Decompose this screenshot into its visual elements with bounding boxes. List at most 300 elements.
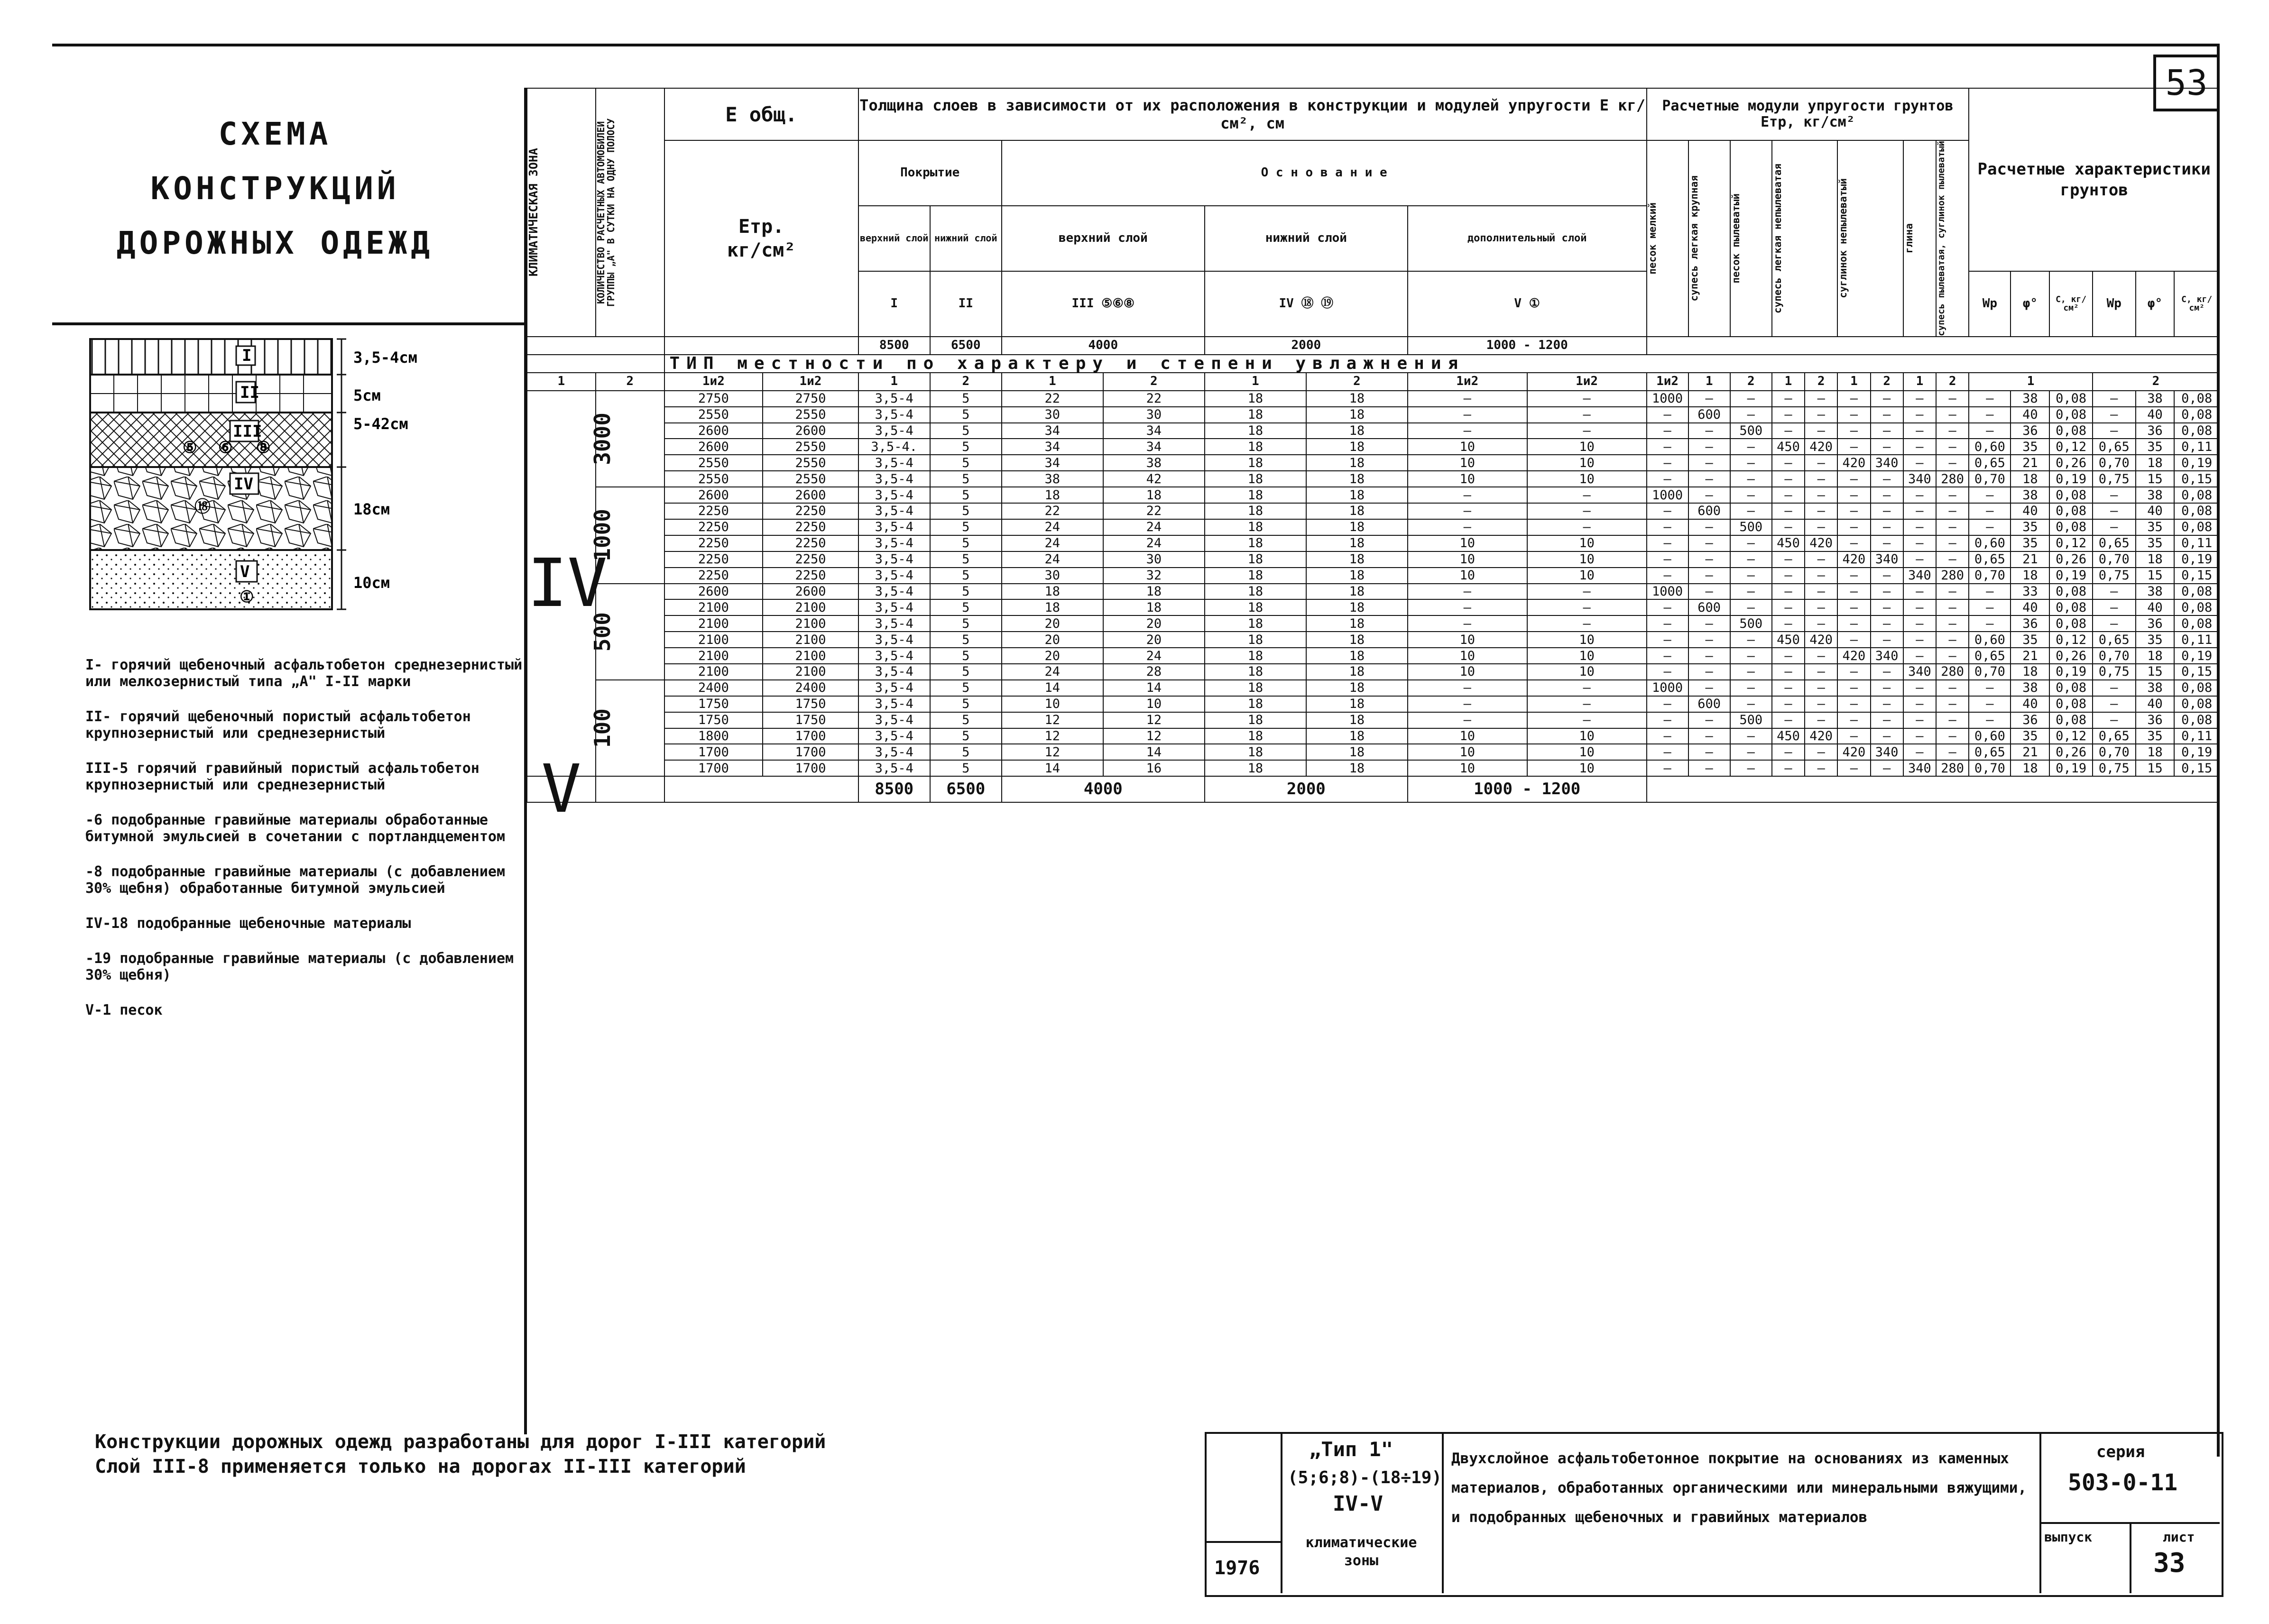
- note-line: Конструкции дорожных одежд разработаны для дорог I-III категорий: [95, 1431, 826, 1453]
- table-cell: —: [1936, 487, 1969, 503]
- table-cell: 18: [1306, 664, 1408, 680]
- table-cell: 1700: [763, 760, 858, 776]
- table-cell: 20: [1103, 632, 1205, 648]
- table-cell: 3,5-4: [858, 519, 930, 535]
- table-cell: 0,08: [2049, 680, 2093, 696]
- soil-type-5: суглинок непылеватый: [1837, 140, 1903, 337]
- table-cell: 0,65: [1969, 551, 2011, 568]
- legend-item: -6 подобранные гравийные материалы обработанные битумной эмульсией в сочетании с портландцементом: [85, 812, 506, 845]
- zone-v-modulus: 2000: [1205, 776, 1408, 802]
- table-cell: 420: [1837, 648, 1870, 664]
- table-cell: —: [1871, 503, 1903, 519]
- layer-thickness-1: 3,5-4см: [353, 349, 417, 367]
- table-cell: —: [1903, 648, 1936, 664]
- table-cell: 10: [1408, 728, 1527, 744]
- table-cell: 42: [1103, 471, 1205, 487]
- layer-mark-6: ⑥: [218, 438, 233, 457]
- table-cell: 38: [2136, 487, 2175, 503]
- type-row-spacer: [527, 355, 664, 373]
- table-cell: —: [1688, 664, 1730, 680]
- table-cell: 2250: [664, 568, 763, 584]
- table-cell: 18: [1205, 696, 1306, 712]
- table-cell: 36: [2136, 615, 2175, 632]
- table-cell: —: [1527, 584, 1647, 600]
- table-cell: —: [1903, 423, 1936, 439]
- table-cell: —: [1837, 503, 1870, 519]
- table-cell: 2100: [763, 632, 858, 648]
- table-cell: 24: [1002, 535, 1103, 551]
- table-cell: 3,5-4: [858, 760, 930, 776]
- table-cell: 18: [1205, 728, 1306, 744]
- table-cell: —: [1527, 503, 1647, 519]
- sub-col-15: 1: [1772, 373, 1805, 391]
- table-cell: —: [1837, 584, 1870, 600]
- table-cell: —: [1772, 471, 1805, 487]
- table-cell: 18: [1306, 648, 1408, 664]
- table-cell: 0,12: [2049, 439, 2093, 455]
- table-cell: 10: [1103, 696, 1205, 712]
- table-cell: 0,60: [1969, 535, 2011, 551]
- table-cell: 5: [930, 744, 1002, 760]
- table-cell: 3,5-4: [858, 615, 930, 632]
- table-cell: —: [1871, 696, 1903, 712]
- table-cell: 0,19: [2174, 551, 2219, 568]
- zone-v-rest: [1647, 776, 2219, 802]
- table-cell: 2100: [763, 664, 858, 680]
- table-cell: 22: [1002, 391, 1103, 407]
- table-cell: —: [1837, 615, 1870, 632]
- table-cell: —: [1871, 407, 1903, 423]
- table-cell: —: [1772, 423, 1805, 439]
- table-cell: 10: [1527, 471, 1647, 487]
- table-cell: —: [1969, 423, 2011, 439]
- zone-v-modulus: 1000 - 1200: [1408, 776, 1647, 802]
- table-cell: 0,08: [2174, 423, 2219, 439]
- table-cell: 36: [2011, 423, 2049, 439]
- schema-title: [85, 107, 465, 270]
- table-cell: 18: [1306, 599, 1408, 615]
- table-cell: 2550: [664, 407, 763, 423]
- table-cell: 0,70: [1969, 471, 2011, 487]
- table-cell: 2250: [664, 551, 763, 568]
- table-cell: 35: [2136, 519, 2175, 535]
- table-cell: —: [1730, 391, 1772, 407]
- table-cell: —: [1837, 391, 1870, 407]
- table-cell: 2600: [763, 584, 858, 600]
- table-cell: 500: [1730, 712, 1772, 728]
- table-cell: —: [1936, 391, 1969, 407]
- table-cell: —: [1772, 584, 1805, 600]
- table-cell: —: [1647, 599, 1688, 615]
- table-cell: —: [1730, 584, 1772, 600]
- table-cell: 280: [1936, 760, 1969, 776]
- table-cell: —: [1730, 568, 1772, 584]
- table-cell: —: [1772, 503, 1805, 519]
- table-cell: —: [1772, 551, 1805, 568]
- table-cell: 24: [1002, 664, 1103, 680]
- table-cell: 5: [930, 519, 1002, 535]
- table-cell: 12: [1103, 728, 1205, 744]
- table-cell: —: [1871, 584, 1903, 600]
- table-cell: —: [1936, 615, 1969, 632]
- table-cell: 3,5-4: [858, 632, 930, 648]
- table-cell: 0,15: [2174, 664, 2219, 680]
- table-cell: 0,75: [2093, 471, 2136, 487]
- table-cell: 420: [1805, 728, 1837, 744]
- table-cell: —: [1688, 584, 1730, 600]
- layer-thickness-4: 18см: [353, 500, 390, 518]
- table-cell: —: [1772, 487, 1805, 503]
- table-cell: 40: [2136, 503, 2175, 519]
- table-cell: 1700: [664, 760, 763, 776]
- table-cell: —: [1936, 503, 1969, 519]
- table-cell: 2600: [763, 423, 858, 439]
- table-cell: 0,08: [2049, 696, 2093, 712]
- table-cell: 5: [930, 632, 1002, 648]
- table-cell: 3,5-4: [858, 503, 930, 519]
- table-cell: 0,65: [1969, 744, 2011, 760]
- table-cell: 38: [2011, 391, 2049, 407]
- char-col: С, кг/см²: [2049, 271, 2093, 337]
- table-cell: —: [1647, 519, 1688, 535]
- table-cell: 0,08: [2049, 599, 2093, 615]
- table-cell: 2600: [664, 439, 763, 455]
- table-cell: —: [1688, 535, 1730, 551]
- layer-diagram: [85, 334, 474, 614]
- table-row: [527, 599, 2219, 615]
- table-cell: 0,19: [2174, 744, 2219, 760]
- table-cell: —: [2093, 519, 2136, 535]
- table-row: [527, 455, 2219, 471]
- char-group-2: 2: [2093, 373, 2219, 391]
- table-cell: —: [1805, 471, 1837, 487]
- table-cell: —: [1647, 423, 1688, 439]
- modulus-e-cell: [664, 337, 858, 355]
- table-cell: —: [1969, 615, 2011, 632]
- table-cell: —: [1837, 423, 1870, 439]
- table-cell: 0,70: [2093, 551, 2136, 568]
- table-cell: 35: [2011, 632, 2049, 648]
- table-cell: —: [1688, 551, 1730, 568]
- table-cell: 5: [930, 407, 1002, 423]
- table-row: [527, 680, 2219, 696]
- layer-mark-18: ⑱: [194, 497, 211, 516]
- table-cell: 0,26: [2049, 455, 2093, 471]
- table-cell: 1000: [1647, 584, 1688, 600]
- table-cell: —: [1772, 455, 1805, 471]
- table-cell: —: [1903, 680, 1936, 696]
- table-cell: 3,5-4: [858, 744, 930, 760]
- table-cell: —: [1772, 696, 1805, 712]
- table-cell: 15: [2136, 471, 2175, 487]
- table-cell: 3,5-4: [858, 487, 930, 503]
- layer-modulus: 1000 - 1200: [1408, 337, 1647, 355]
- sub-col-17: 1: [1837, 373, 1870, 391]
- layer-modulus: 2000: [1205, 337, 1408, 355]
- zones: IV-V: [1333, 1492, 1383, 1516]
- formula: (5;6;8)-(18÷19): [1288, 1468, 1442, 1487]
- table-cell: 18: [1103, 599, 1205, 615]
- sub-col-20: 2: [1936, 373, 1969, 391]
- table-cell: 2100: [664, 648, 763, 664]
- table-cell: 420: [1805, 439, 1837, 455]
- sub-col-7: 2: [1103, 373, 1205, 391]
- table-cell: —: [1837, 696, 1870, 712]
- table-cell: 1000: [1647, 680, 1688, 696]
- traffic-cell: 100: [596, 680, 664, 776]
- table-row: [527, 648, 2219, 664]
- table-cell: 18: [1306, 439, 1408, 455]
- table-cell: 33: [2011, 584, 2049, 600]
- table-cell: 18: [1306, 680, 1408, 696]
- table-cell: 0,19: [2049, 760, 2093, 776]
- table-cell: 5: [930, 391, 1002, 407]
- sub-upper-layer: верхний слой: [858, 206, 930, 271]
- table-cell: —: [1730, 535, 1772, 551]
- table-cell: —: [1903, 391, 1936, 407]
- table-cell: —: [1688, 680, 1730, 696]
- table-cell: 18: [2011, 760, 2049, 776]
- table-cell: 10: [1527, 568, 1647, 584]
- table-cell: 0,08: [2174, 487, 2219, 503]
- table-cell: 3,5-4: [858, 455, 930, 471]
- table-cell: 0,08: [2174, 680, 2219, 696]
- table-cell: —: [1647, 407, 1688, 423]
- soil-char-header: Расчетные характеристики грунтов: [1969, 88, 2219, 271]
- table-cell: —: [1688, 632, 1730, 648]
- table-cell: 1000: [1647, 391, 1688, 407]
- layer-label-3: III: [233, 422, 262, 441]
- table-cell: 10: [1527, 439, 1647, 455]
- table-cell: —: [1936, 728, 1969, 744]
- table-cell: —: [1730, 599, 1772, 615]
- table-cell: 2550: [763, 471, 858, 487]
- table-cell: —: [1527, 680, 1647, 696]
- table-row: [527, 487, 2219, 503]
- traffic-cell: 1000: [596, 487, 664, 583]
- table-cell: 5: [930, 696, 1002, 712]
- table-cell: —: [1805, 568, 1837, 584]
- table-cell: —: [1903, 728, 1936, 744]
- table-cell: 2400: [763, 680, 858, 696]
- table-cell: —: [1688, 455, 1730, 471]
- traffic-column-header: КОЛИЧЕСТВО РАСЧЕТНЫХ АВТОМОБИЛЕЙ ГРУППЫ „А" В СУТКИ НА ОДНУ ПОЛОСУ: [596, 88, 664, 337]
- table-cell: 22: [1103, 503, 1205, 519]
- table-cell: —: [1903, 503, 1936, 519]
- table-cell: —: [1772, 599, 1805, 615]
- table-cell: 18: [1306, 407, 1408, 423]
- table-cell: 2750: [763, 391, 858, 407]
- table-cell: 35: [2011, 535, 2049, 551]
- table-cell: —: [1969, 503, 2011, 519]
- table-cell: —: [1688, 439, 1730, 455]
- soil-type-7: супесь пылеватая, суглинок пылеватый: [1936, 140, 1969, 337]
- table-cell: 3,5-4: [858, 680, 930, 696]
- table-cell: 0,65: [2093, 632, 2136, 648]
- table-cell: 38: [1103, 455, 1205, 471]
- table-cell: 18: [1205, 535, 1306, 551]
- table-cell: —: [1969, 584, 2011, 600]
- table-row: [527, 439, 2219, 455]
- table-cell: —: [1688, 471, 1730, 487]
- table-cell: —: [1647, 568, 1688, 584]
- table-cell: 450: [1772, 632, 1805, 648]
- table-cell: 18: [1306, 584, 1408, 600]
- table-cell: 14: [1103, 680, 1205, 696]
- table-cell: 35: [2136, 728, 2175, 744]
- table-cell: 2750: [664, 391, 763, 407]
- table-cell: —: [1647, 664, 1688, 680]
- table-cell: 0,70: [1969, 760, 2011, 776]
- table-cell: —: [1730, 680, 1772, 696]
- sub-col-14: 2: [1730, 373, 1772, 391]
- table-cell: 10: [1002, 696, 1103, 712]
- table-cell: 340: [1903, 568, 1936, 584]
- table-cell: —: [1527, 712, 1647, 728]
- table-cell: —: [1805, 648, 1837, 664]
- table-cell: —: [1730, 407, 1772, 423]
- table-cell: —: [2093, 584, 2136, 600]
- table-cell: —: [1408, 391, 1527, 407]
- table-cell: —: [1903, 551, 1936, 568]
- table-cell: 2100: [664, 599, 763, 615]
- table-cell: 280: [1936, 664, 1969, 680]
- sub-col-11: 1и2: [1527, 373, 1647, 391]
- type-label: „Тип 1": [1309, 1438, 1393, 1461]
- table-cell: 0,15: [2174, 760, 2219, 776]
- table-cell: 10: [1408, 744, 1527, 760]
- table-cell: 1000: [1647, 487, 1688, 503]
- table-cell: —: [1903, 407, 1936, 423]
- table-cell: —: [1772, 519, 1805, 535]
- table-cell: 340: [1871, 455, 1903, 471]
- table-cell: —: [1772, 391, 1805, 407]
- table-cell: —: [1871, 760, 1903, 776]
- table-cell: 500: [1730, 615, 1772, 632]
- table-cell: 35: [2011, 519, 2049, 535]
- table-cell: —: [1936, 599, 1969, 615]
- table-cell: —: [1772, 760, 1805, 776]
- table-cell: 0,70: [1969, 568, 2011, 584]
- table-cell: 18: [1306, 503, 1408, 519]
- table-cell: 3,5-4: [858, 391, 930, 407]
- table-cell: 35: [2136, 632, 2175, 648]
- coating-header: Покрытие: [858, 140, 1002, 206]
- table-cell: 10: [1527, 551, 1647, 568]
- table-cell: —: [1805, 599, 1837, 615]
- table-cell: —: [1527, 487, 1647, 503]
- table-cell: 12: [1103, 712, 1205, 728]
- table-cell: —: [1408, 712, 1527, 728]
- table-cell: 0,11: [2174, 535, 2219, 551]
- table-row: [527, 696, 2219, 712]
- char-col: Wр: [2093, 271, 2136, 337]
- table-cell: 30: [1103, 551, 1205, 568]
- table-cell: 3,5-4: [858, 648, 930, 664]
- table-cell: 36: [2136, 423, 2175, 439]
- table-cell: 24: [1103, 535, 1205, 551]
- table-cell: 28: [1103, 664, 1205, 680]
- table-cell: 30: [1103, 407, 1205, 423]
- table-cell: 18: [1002, 584, 1103, 600]
- table-cell: —: [1730, 728, 1772, 744]
- table-cell: 0,65: [1969, 455, 2011, 471]
- table-cell: 18: [1306, 568, 1408, 584]
- table-cell: 18: [1306, 696, 1408, 712]
- table-cell: 18: [1205, 487, 1306, 503]
- table-cell: 10: [1527, 760, 1647, 776]
- table-cell: 2100: [763, 648, 858, 664]
- table-cell: —: [1805, 391, 1837, 407]
- layer-id: II: [930, 271, 1002, 337]
- table-cell: 18: [1205, 551, 1306, 568]
- table-cell: —: [1805, 519, 1837, 535]
- table-cell: —: [1871, 728, 1903, 744]
- table-cell: —: [1871, 599, 1903, 615]
- table-cell: 2100: [664, 664, 763, 680]
- table-cell: 40: [2011, 599, 2049, 615]
- table-cell: 18: [1205, 423, 1306, 439]
- table-cell: 21: [2011, 744, 2049, 760]
- table-cell: 0,65: [2093, 439, 2136, 455]
- sub-col-9: 2: [1306, 373, 1408, 391]
- table-cell: 0,70: [2093, 455, 2136, 471]
- table-cell: 5: [930, 760, 1002, 776]
- table-cell: —: [1647, 728, 1688, 744]
- table-cell: 420: [1837, 744, 1870, 760]
- table-cell: 600: [1688, 599, 1730, 615]
- frame-top-rule: [52, 44, 2220, 46]
- schema-title-line-1: СХЕМА: [218, 116, 332, 152]
- table-cell: 18: [1306, 632, 1408, 648]
- table-cell: 18: [2136, 551, 2175, 568]
- table-cell: 5: [930, 599, 1002, 615]
- table-cell: 1750: [664, 712, 763, 728]
- series-label: серия: [2096, 1442, 2145, 1461]
- table-cell: 10: [1408, 455, 1527, 471]
- table-cell: 5: [930, 568, 1002, 584]
- table-cell: —: [1871, 568, 1903, 584]
- table-cell: —: [1903, 744, 1936, 760]
- zone-v-spacer: [664, 776, 858, 802]
- layer-mark-1: ①: [240, 587, 254, 606]
- table-cell: —: [1837, 632, 1870, 648]
- sub-extra: дополнительный слой: [1408, 206, 1647, 271]
- table-cell: —: [1772, 407, 1805, 423]
- table-cell: 0,08: [2174, 519, 2219, 535]
- table-cell: 0,08: [2174, 599, 2219, 615]
- e-total-header: Е общ.: [664, 88, 858, 140]
- table-cell: 0,70: [2093, 744, 2136, 760]
- layer-label-5: V: [240, 562, 250, 581]
- table-cell: —: [1527, 423, 1647, 439]
- table-cell: —: [1730, 696, 1772, 712]
- table-cell: 10: [1408, 551, 1527, 568]
- table-cell: —: [1903, 439, 1936, 455]
- table-cell: 40: [2136, 696, 2175, 712]
- table-row: [527, 551, 2219, 568]
- table-cell: 5: [930, 423, 1002, 439]
- table-cell: —: [1969, 391, 2011, 407]
- table-cell: 3,5-4: [858, 407, 930, 423]
- table-cell: 18: [2011, 471, 2049, 487]
- table-cell: —: [1871, 487, 1903, 503]
- table-cell: —: [1647, 696, 1688, 712]
- layer-diagram-svg: [85, 334, 474, 614]
- table-cell: —: [1837, 407, 1870, 423]
- table-row: [527, 391, 2219, 407]
- table-row: [527, 728, 2219, 744]
